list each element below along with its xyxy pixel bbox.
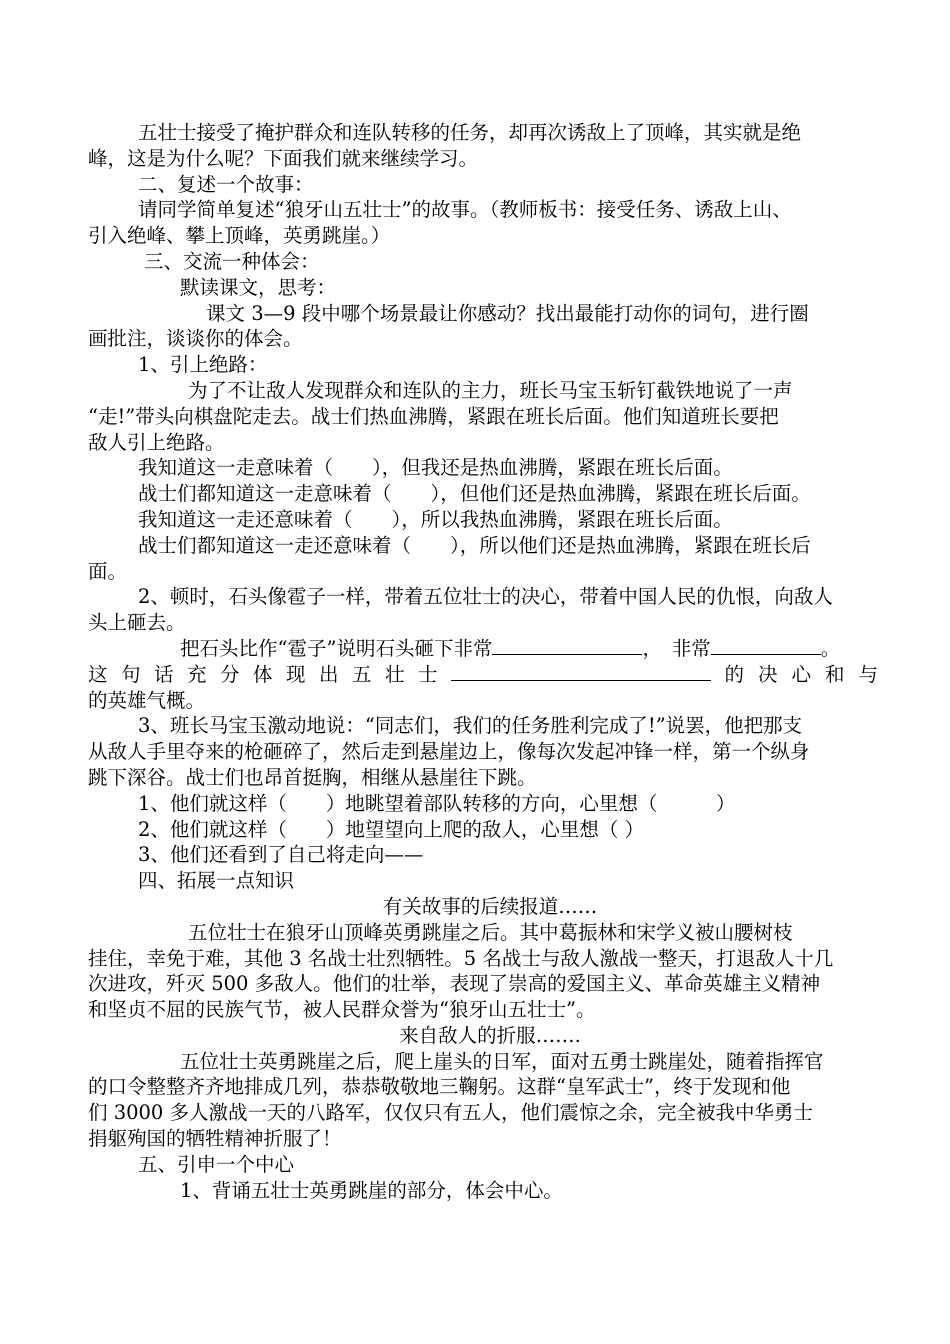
question-line: 课文 3—9 段中哪个场景最让你感动？找出最能打动你的词句，进行圈 <box>206 301 809 325</box>
subtitle-follow-up: 有关故事的后续报道…… <box>382 894 598 918</box>
section-heading-exchange: 三、交流一种体会： <box>144 249 320 273</box>
char: 现 <box>286 662 306 686</box>
metaphor-question-end: 的英雄气概。 <box>88 688 206 712</box>
subheading-stones: 2、顿时，石头像雹子一样，带着五位壮士的决心，带着中国人民的仇恨，向敌人 <box>138 585 833 609</box>
question-line: 画批注，谈谈你的体会。 <box>88 327 303 351</box>
subheading-jump: 3、班长马宝玉激动地说：“同志们，我们的任务胜利完成了!”说罢，他把那支 <box>138 714 803 738</box>
question-item: 1、他们就这样（ ）地眺望着部队转移的方向，心里想（ ） <box>138 791 736 815</box>
subheading-jump: 从敌人手里夺来的枪砸碎了，然后走到悬崖边上，像每次发起冲锋一样，第一个纵身 <box>88 740 810 764</box>
paragraph-intro-line: 五壮士接受了掩护群众和连队转移的任务，却再次诱敌上了顶峰，其实就是绝 <box>138 121 802 144</box>
fill-in-sentence: 我知道这一走意味着（ ），但我还是热血沸腾，紧跟在班长后面。 <box>138 456 733 480</box>
char: 出 <box>319 662 339 686</box>
subtitle-enemy-respect: 来自敌人的折服……. <box>399 1023 581 1047</box>
report-line: 的口令整整齐齐地排成几列，恭恭敬敬地三鞠躬。这群“皇军武士”，终于发现和他 <box>88 1075 791 1099</box>
section-heading-retell: 二、复述一个故事： <box>138 172 314 196</box>
char: 壮 <box>385 662 405 686</box>
report-line: 们 3000 多人激战一天的八路军，仅仅只有五人，他们震惊之余，完全被我中华勇士 <box>88 1101 814 1125</box>
report-line: 捐躯殉国的牺牲精神折服了！ <box>88 1127 342 1151</box>
char: 分 <box>220 662 240 686</box>
instruction-read: 默读课文，思考： <box>180 275 337 299</box>
answer-blank[interactable] <box>711 636 821 655</box>
subheading-jump: 跳下深谷。战士们也昂首挺胸，相继从悬崖往下跳。 <box>88 765 537 789</box>
char: 这 <box>88 662 108 686</box>
report-line: 和坚贞不屈的民族气节，被人民群众誉为“狼牙山五壮士”。 <box>88 998 596 1022</box>
fill-in-sentence: 战士们都知道这一走意味着（ ），但他们还是热血沸腾，紧跟在班长后面。 <box>138 482 811 506</box>
section-heading-extend: 四、拓展一点知识 <box>138 869 295 893</box>
passage-line: 敌人引上绝路。 <box>88 430 225 454</box>
char: 句 <box>121 662 141 686</box>
question-item: 3、他们还看到了自己将走向—— <box>138 843 424 867</box>
answer-blank[interactable] <box>451 662 711 681</box>
report-line: 五位壮士英勇跳崖之后，爬上崖头的日军，面对五勇士跳崖处，随着指挥官 <box>180 1049 824 1073</box>
metaphor-separator: ， 非常 <box>642 636 711 660</box>
fill-in-sentence: 战士们都知道这一走还意味着（ ），所以他们还是热血沸腾，紧跟在班长后 <box>138 533 811 557</box>
char: 五 <box>352 662 372 686</box>
metaphor-text: 把石头比作“雹子”说明石头砸下非常 <box>180 636 493 660</box>
subheading-stones: 头上砸去。 <box>88 611 186 635</box>
metaphor-question <box>88 636 892 662</box>
passage-line: “走!”带头向棋盘陀走去。战士们热血沸腾，紧跟在班长后面。他们知道班长要把 <box>88 404 779 428</box>
char: 话 <box>154 662 174 686</box>
question-item: 2、他们就这样（ ）地望望向上爬的敌人，心里想（ ） <box>138 817 645 841</box>
report-line: 次进攻，歼灭 500 多敌人。他们的壮举，表现了崇高的爱国主义、革命英雄主义精神 <box>88 972 821 996</box>
char: 充 <box>187 662 207 686</box>
subheading-lead-to-cliff: 1、引上绝路： <box>138 353 268 377</box>
fill-in-sentence: 面。 <box>88 559 128 583</box>
paragraph-intro-line: 峰，这是为什么呢？下面我们就来继续学习。 <box>88 146 479 170</box>
report-line: 挂住，幸免于难，其他 3 名战士壮烈牺牲。5 名战士与敌人激战一整天，打退敌人十几 <box>88 946 834 970</box>
char: 士 <box>418 662 438 686</box>
metaphor-tail: 的决心和与 <box>724 662 892 686</box>
paragraph-retell-line: 请同学简单复述“狼牙山五壮士”的故事。（教师板书：接受任务、诱敌上山、 <box>138 198 792 222</box>
report-line: 五位壮士在狼牙山顶峰英勇跳崖之后。其中葛振林和宋学义被山腰树枝 <box>188 920 793 944</box>
char: 体 <box>253 662 273 686</box>
passage-line: 为了不让敌人发现群众和连队的主力，班长马宝玉斩钉截铁地说了一声 <box>188 378 793 402</box>
metaphor-question-justified <box>88 662 892 688</box>
metaphor-end: 。 <box>820 636 841 660</box>
fill-in-sentence: 我知道这一走还意味着（ ），所以我热血沸腾，紧跟在班长后面。 <box>138 507 733 531</box>
section-heading-extend-center: 五、引申一个中心 <box>138 1152 295 1176</box>
answer-blank[interactable] <box>492 636 642 655</box>
recite-item: 1、背诵五壮士英勇跳崖的部分，体会中心。 <box>180 1178 563 1202</box>
paragraph-retell-line: 引入绝峰、攀上顶峰，英勇跳崖。） <box>88 224 391 248</box>
